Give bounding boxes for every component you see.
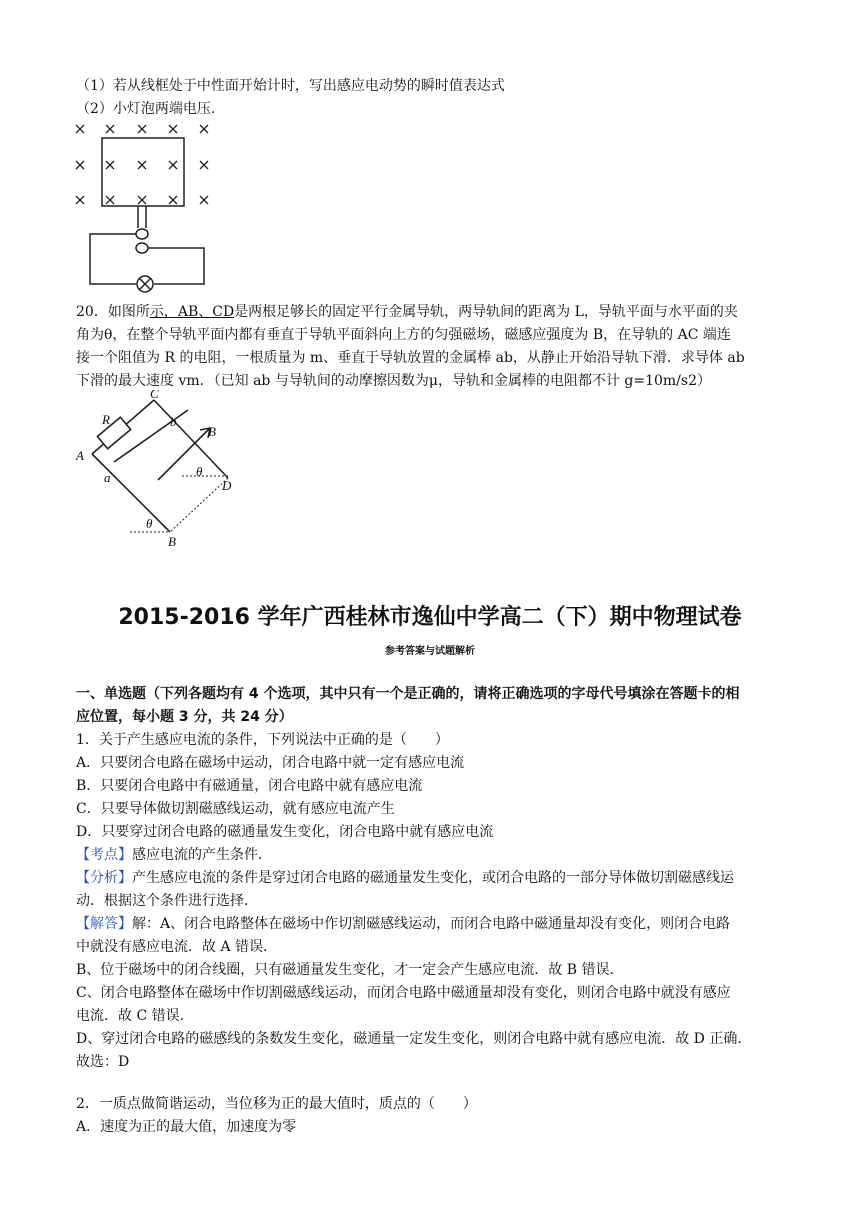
q20-text: 是两根足够长的固定平行金属导轨，两导轨间的距离为 L，导轨平面与水平面的夹 [234, 304, 738, 320]
q20-number: 20．如图所 [76, 304, 150, 320]
q1-jieda-d: D、穿过闭合电路的磁感线的条数发生变化，磁通量一定发生变化，则闭合电路中就有感应电流．故 D 正确． [76, 1031, 752, 1047]
q1-fenxi-line1 [76, 868, 788, 888]
q1-kaodian [76, 845, 788, 865]
q1-option-c: C．只要导体做切割磁感线运动，就有感应电流产生 [76, 801, 395, 817]
metal-rod-ab [114, 410, 188, 462]
inclined-rails-figure [70, 390, 240, 550]
q20-underlined: 示，AB、CD [149, 304, 235, 320]
jieda-text: 解：A、闭合电路整体在磁场中作切割磁感线运动，而闭合电路中磁通量却没有变化，则闭合电路 [132, 916, 731, 932]
q1-stem: 1．关于产生感应电流的条件，下列说法中正确的是（ ） [76, 732, 449, 748]
q1-jieda-c1: C、闭合电路整体在磁场中作切割磁感线运动，而闭合电路中磁通量却没有变化，则闭合电路中就没有感应 [76, 985, 731, 1001]
question-20-line1 [76, 302, 788, 322]
label-d: D [222, 478, 232, 493]
fenxi-tag: 【分析】 [76, 870, 132, 886]
question-20-line3: 接一个阻值为 R 的电阻，一根质量为 m、垂直于导轨放置的金属棒 ab，从静止开始沿导轨下滑．求导体 ab [76, 350, 745, 366]
q1-option-d: D．只要穿过闭合电路的磁通量发生变化，闭合电路中就有感应电流 [76, 824, 494, 840]
q1-answer: 故选：D [76, 1054, 130, 1070]
label-c: C [150, 390, 159, 401]
rail-cd [154, 400, 228, 478]
question-20-line2: 角为θ，在整个导轨平面内都有垂直于导轨平面斜向上方的匀强磁场，磁感应强度为 B，在导轨的 AC 端连 [76, 327, 731, 343]
q2-option-a: A．速度为正的最大值，加速度为零 [76, 1119, 297, 1135]
kaodian-text: 感应电流的产生条件． [132, 847, 272, 863]
label-theta-bottom: θ [146, 516, 153, 531]
label-theta-top: θ [196, 464, 203, 479]
question-19-part1: （1）若从线框处于中性面开始计时，写出感应电动势的瞬时值表达式 [76, 78, 505, 94]
rail-ab [92, 454, 170, 532]
fenxi-text: 产生感应电流的条件是穿过闭合电路的磁通量发生变化，或闭合电路的一部分导体做切割磁感线运 [132, 870, 734, 886]
label-b-field: B [208, 424, 216, 439]
page-title: 2015-2016 学年广西桂林市逸仙中学高二（下）期中物理试卷 [118, 605, 742, 630]
field-crosses [76, 125, 208, 204]
q1-jieda-c2: 电流．故 C 错误． [76, 1008, 194, 1024]
kaodian-tag: 【考点】 [76, 847, 132, 863]
page-subtitle: 参考答案与试题解析 [385, 646, 475, 657]
q2-stem: 2．一质点做简谐运动，当位移为正的最大值时，质点的（ ） [76, 1096, 477, 1112]
jieda-tag: 【解答】 [76, 916, 132, 932]
label-b-rod: b [170, 414, 177, 429]
q1-jieda-line2: 中就没有感应电流．故 A 错误． [76, 939, 278, 955]
coil-magnetic-field-figure [66, 118, 216, 294]
label-r: R [102, 412, 110, 427]
q1-option-b: B．只要闭合电路中有磁通量，闭合电路中就有感应电流 [76, 778, 423, 794]
q1-option-a: A．只要闭合电路在磁场中运动，闭合电路中就一定有感应电流 [76, 755, 465, 771]
label-a: A [76, 448, 84, 463]
label-b-bottom: B [168, 534, 176, 549]
section-heading-line2: 应位置，每小题 3 分，共 24 分） [76, 709, 293, 725]
q1-fenxi-line2: 动．根据这个条件进行选择． [76, 893, 258, 909]
label-a-rod: a [104, 470, 111, 485]
question-20-line4: 下滑的最大速度 vm．（已知 ab 与导轨间的动摩擦因数为μ，导轨和金属棒的电阻都不计 g=10m/s2） [76, 373, 711, 389]
q1-jieda-line1 [76, 914, 788, 934]
question-19-part2: （2）小灯泡两端电压. [76, 101, 216, 117]
coil-frame [90, 138, 204, 292]
q1-jieda-b: B、位于磁场中的闭合线圈，只有磁通量发生变化，才一定会产生感应电流．故 B 错误． [76, 962, 624, 978]
section-heading-line1: 一、单选题（下列各题均有 4 个选项，其中只有一个是正确的，请将正确选项的字母代号填涂在答题卡的相 [76, 686, 740, 702]
